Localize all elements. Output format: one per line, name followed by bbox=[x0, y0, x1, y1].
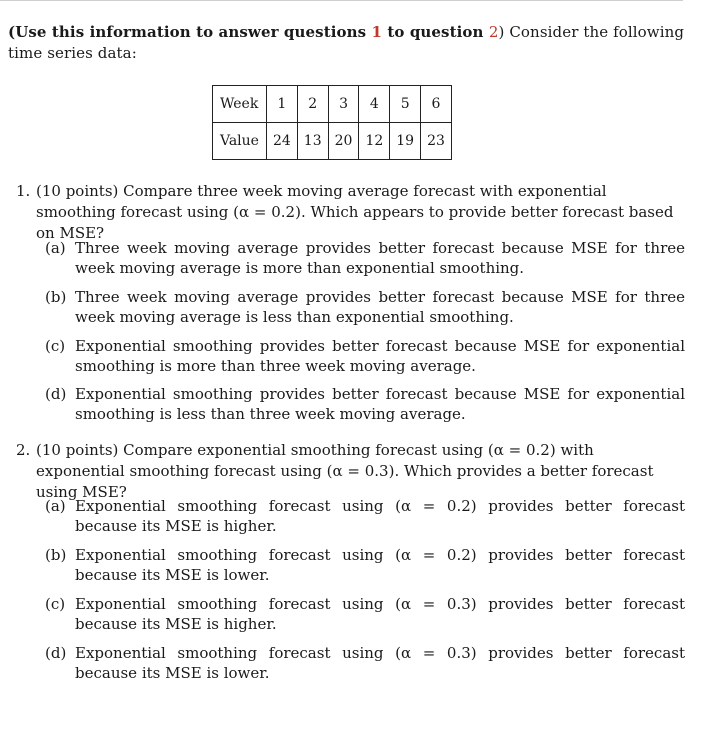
question-number: 1. bbox=[16, 182, 31, 200]
option-text: Exponential smoothing forecast using (α = 0.3) provides better forecast because its MSE is higher. bbox=[75, 595, 685, 633]
option-label: (b) bbox=[45, 288, 67, 306]
question-text: (10 points) Compare three week moving average forecast with exponential smoothing forecast using (α = 0.2). Which appears to provide better forecast based on MSE? bbox=[36, 182, 674, 242]
option-text: Exponential smoothing forecast using (α = 0.2) provides better forecast because its MSE is higher. bbox=[75, 497, 685, 535]
intro-paragraph bbox=[8, 22, 688, 64]
table-cell: 3 bbox=[328, 86, 359, 123]
option-text: Exponential smoothing forecast using (α = 0.3) provides better forecast because its MSE is lower. bbox=[75, 644, 685, 682]
top-rule bbox=[0, 0, 683, 1]
table-cell: 4 bbox=[359, 86, 390, 123]
table-cell: 20 bbox=[328, 123, 359, 160]
table-header-week: Week bbox=[213, 86, 267, 123]
option-label: (c) bbox=[45, 337, 66, 355]
option-label: (d) bbox=[45, 385, 67, 403]
table-header-value: Value bbox=[213, 123, 267, 160]
option-label: (a) bbox=[45, 497, 66, 515]
question-number: 2. bbox=[16, 441, 31, 459]
intro-question-to: 2 bbox=[488, 23, 499, 41]
table-cell: 2 bbox=[297, 86, 328, 123]
intro-rest: ) Consider the following time series data: bbox=[8, 23, 685, 62]
option-text: Exponential smoothing provides better forecast because MSE for exponential smoothing is less than three week moving average. bbox=[75, 385, 685, 423]
question-1-option-d[interactable] bbox=[45, 384, 685, 424]
option-label: (d) bbox=[45, 644, 67, 662]
question-2-option-c[interactable] bbox=[45, 594, 685, 634]
question-2-option-b[interactable] bbox=[45, 545, 685, 585]
question-2-option-d[interactable] bbox=[45, 643, 685, 683]
option-label: (c) bbox=[45, 595, 66, 613]
table-row-value bbox=[213, 123, 452, 160]
option-text: Exponential smoothing provides better forecast because MSE for exponential smoothing is more than three week moving average. bbox=[75, 337, 685, 375]
question-1 bbox=[16, 181, 686, 244]
intro-question-from: 1 bbox=[371, 23, 383, 41]
option-label: (b) bbox=[45, 546, 67, 564]
question-1-option-b[interactable] bbox=[45, 287, 685, 327]
table-cell: 6 bbox=[421, 86, 452, 123]
option-label: (a) bbox=[45, 239, 66, 257]
table-cell: 12 bbox=[359, 123, 390, 160]
question-1-option-c[interactable] bbox=[45, 336, 685, 376]
table-cell: 5 bbox=[390, 86, 421, 123]
question-2-option-a[interactable] bbox=[45, 496, 685, 536]
question-1-option-a[interactable] bbox=[45, 238, 685, 278]
option-text: Three week moving average provides better forecast because MSE for three week moving average is less than exponential smoothing. bbox=[75, 288, 685, 326]
time-series-table bbox=[212, 85, 452, 160]
table-cell: 24 bbox=[266, 123, 297, 160]
intro-bold-open: (Use this information to answer questions bbox=[8, 23, 372, 41]
option-text: Three week moving average provides better forecast because MSE for three week moving average is more than exponential smoothing. bbox=[75, 239, 685, 277]
table-cell: 19 bbox=[390, 123, 421, 160]
option-text: Exponential smoothing forecast using (α = 0.2) provides better forecast because its MSE is lower. bbox=[75, 546, 685, 584]
table-cell: 13 bbox=[297, 123, 328, 160]
table-row-week bbox=[213, 86, 452, 123]
question-text: (10 points) Compare exponential smoothing forecast using (α = 0.2) with exponential smoothing forecast using (α = 0.3). Which provides a better forecast using MSE? bbox=[36, 441, 654, 501]
intro-bold-mid: to question bbox=[382, 23, 489, 41]
table-cell: 23 bbox=[421, 123, 452, 160]
table-cell: 1 bbox=[266, 86, 297, 123]
question-2 bbox=[16, 440, 686, 503]
